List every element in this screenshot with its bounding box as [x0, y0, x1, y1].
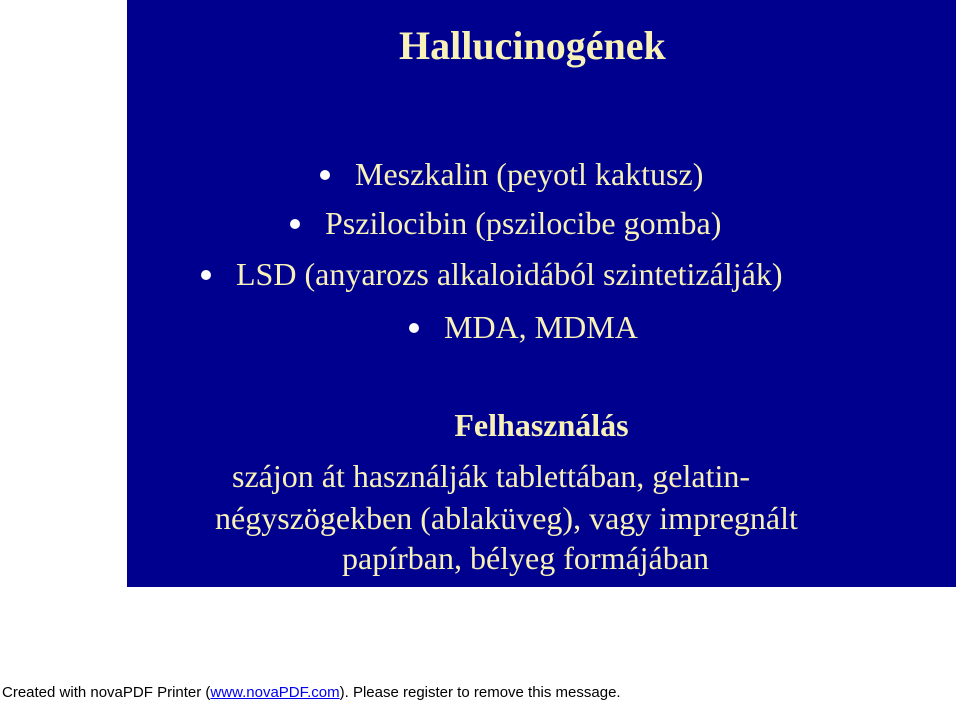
footer-suffix: ). Please register to remove this message. [339, 684, 621, 701]
bullet-item [320, 156, 703, 193]
bullet-text: Meszkalin (peyotl kaktusz) [355, 156, 704, 192]
watermark-footer [2, 684, 621, 701]
footer-prefix: Created with novaPDF Printer ( [2, 684, 211, 701]
bullet-text: Pszilocibin (pszilocibe gomba) [325, 205, 722, 241]
slide-title: Hallucinogének [399, 23, 666, 68]
paragraph-line: szájon át használják tablettában, gelatin- [232, 458, 750, 494]
footer-link[interactable]: www.novaPDF.com [210, 684, 340, 701]
paragraph-line: papírban, bélyeg formájában [342, 540, 709, 576]
bullet-dot-icon [320, 170, 330, 180]
bullet-item [409, 309, 638, 346]
paragraph-line: négyszögekben (ablaküveg), vagy impregnált [215, 500, 798, 536]
slide [127, 0, 956, 587]
bullet-text: LSD (anyarozs alkaloidából szintetizálják) [236, 256, 783, 292]
section-heading: Felhasználás [454, 407, 629, 443]
bullet-text: MDA, MDMA [444, 309, 638, 345]
bullet-dot-icon [290, 219, 300, 229]
bullet-dot-icon [409, 323, 419, 333]
bullet-dot-icon [201, 270, 211, 280]
bullet-item [201, 256, 782, 293]
bullet-item [290, 205, 721, 242]
